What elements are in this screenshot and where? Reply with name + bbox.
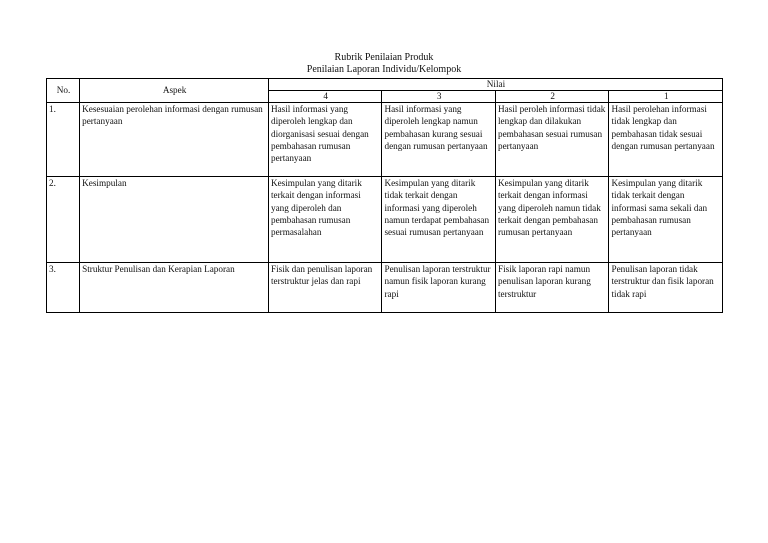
- row-criteria-1: Hasil perolehan informasi tidak lengkap dan pembahasan tidak sesuai dengan rumusan pertanyaan: [609, 103, 723, 177]
- header-no: No.: [47, 79, 80, 103]
- row-criteria-4: Fisik dan penulisan laporan terstruktur jelas dan rapi: [268, 263, 382, 313]
- table-row: [47, 103, 723, 177]
- row-criteria-3: Penulisan laporan terstruktur namun fisik laporan kurang rapi: [382, 263, 496, 313]
- header-score-1: 1: [609, 91, 723, 103]
- row-aspek: Struktur Penulisan dan Kerapian Laporan: [80, 263, 269, 313]
- row-aspek: Kesesuaian perolehan informasi dengan rumusan pertanyaan: [80, 103, 269, 177]
- row-aspek: Kesimpulan: [80, 177, 269, 263]
- row-criteria-4: Kesimpulan yang ditarik terkait dengan informasi yang diperoleh dan pembahasan rumusan permasalahan: [268, 177, 382, 263]
- row-number: 3.: [47, 263, 80, 313]
- header-score-2: 2: [495, 91, 609, 103]
- header-aspek: Aspek: [80, 79, 269, 103]
- row-criteria-2: Kesimpulan yang ditarik terkait dengan informasi yang diperoleh namun tidak terkait dengan pembahasan rumusan pertanyaan: [495, 177, 609, 263]
- document-title: Rubrik Penilaian Produk: [334, 52, 434, 63]
- table-row: [47, 177, 723, 263]
- header-score-3: 3: [382, 91, 496, 103]
- table-header-row: [47, 79, 723, 91]
- header-score-4: 4: [268, 91, 382, 103]
- row-criteria-3: Kesimpulan yang ditarik tidak terkait dengan informasi yang diperoleh namun terdapat pembahasan sesuai rumusan pertanyaan: [382, 177, 496, 263]
- row-criteria-2: Fisik laporan rapi namun penulisan laporan kurang terstruktur: [495, 263, 609, 313]
- row-number: 1.: [47, 103, 80, 177]
- row-criteria-3: Hasil informasi yang diperoleh lengkap namun pembahasan kurang sesuai dengan rumusan pertanyaan: [382, 103, 496, 177]
- row-criteria-1: Kesimpulan yang ditarik tidak terkait dengan informasi sama sekali dan pembahasan rumusan pertanyaan: [609, 177, 723, 263]
- table-row: [47, 263, 723, 313]
- rubric-table: [46, 78, 723, 313]
- row-number: 2.: [47, 177, 80, 263]
- document-subtitle: Penilaian Laporan Individu/Kelompok: [306, 64, 462, 75]
- header-nilai: Nilai: [268, 79, 722, 91]
- row-criteria-1: Penulisan laporan tidak terstruktur dan fisik laporan tidak rapi: [609, 263, 723, 313]
- row-criteria-2: Hasil peroleh informasi tidak lengkap dan dilakukan pembahasan sesuai rumusan pertanyaan: [495, 103, 609, 177]
- row-criteria-4: Hasil informasi yang diperoleh lengkap dan diorganisasi sesuai dengan pembahasan rumusan pertanyaan: [268, 103, 382, 177]
